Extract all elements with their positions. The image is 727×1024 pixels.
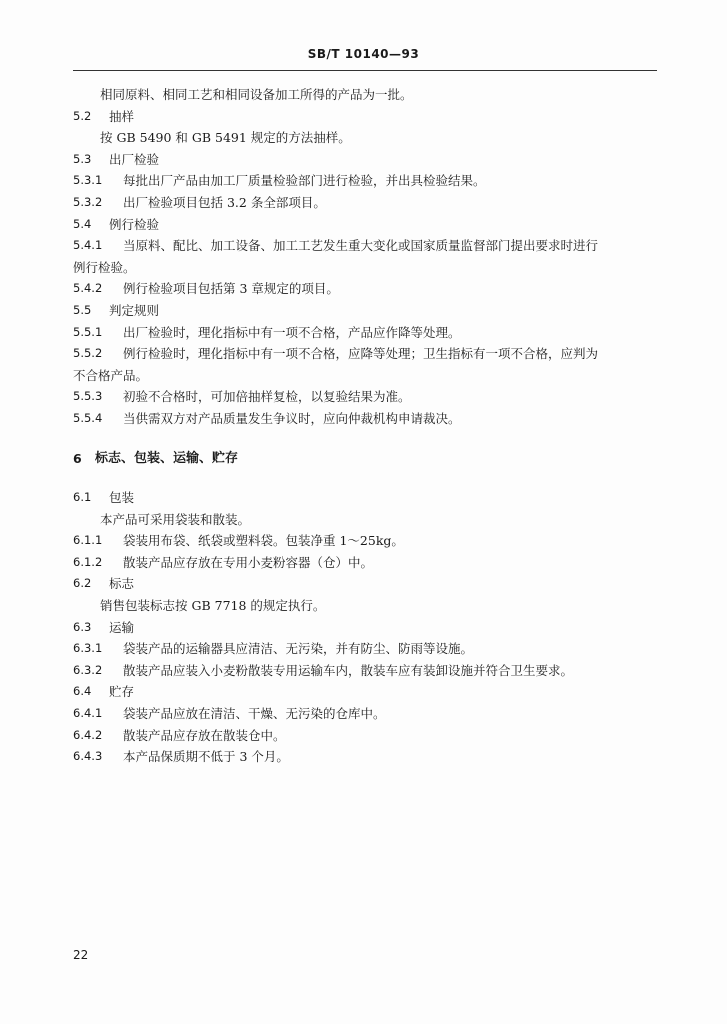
clause-text: 散装产品应装入小麦粉散装专用运输车内，散装车应有装卸设施并符合卫生要求。 — [123, 662, 574, 678]
clause-text-continued: 不合格产品。 — [73, 367, 149, 383]
clause-6-3-1 — [73, 638, 657, 660]
clause-text-continued: 例行检验。 — [73, 259, 136, 275]
clause-text: 当原料、配比、加工设备、加工工艺发生重大变化或国家质量监督部门提出要求时进行 — [123, 238, 599, 254]
clause-text: 袋装用布袋、纸袋或塑料袋。包装净重 1～25kg。 — [123, 533, 404, 549]
clause-number: 6.3 — [73, 619, 92, 634]
clause-title: 抽样 — [109, 108, 135, 124]
clause-title: 判定规则 — [109, 302, 160, 318]
clause-title: 出厂检验 — [109, 151, 160, 167]
clause-number: 6.4.1 — [73, 706, 103, 721]
clause-title: 贮存 — [109, 684, 135, 700]
clause-number: 5.5.1 — [73, 324, 103, 339]
clause-6-1-body — [73, 509, 657, 531]
clause-6-1-2 — [73, 552, 657, 574]
clause-text: 袋装产品应放在清洁、干燥、无污染的仓库中。 — [123, 706, 386, 722]
clause-number: 6.1 — [73, 490, 92, 505]
clause-6-2 — [73, 573, 657, 595]
clause-6-1-1 — [73, 530, 657, 552]
clause-number: 6.3.2 — [73, 662, 103, 677]
clause-6-4-1 — [73, 703, 657, 725]
clause-5-5-3 — [73, 386, 657, 408]
clause-6-3-2 — [73, 660, 657, 682]
clause-number: 6.4 — [73, 684, 92, 699]
clause-number: 6.2 — [73, 576, 92, 591]
clause-5-4 — [73, 214, 657, 236]
header-rule — [73, 70, 657, 71]
clause-number: 5.3 — [73, 151, 92, 166]
clause-text: 初验不合格时，可加倍抽样复检，以复验结果为准。 — [123, 389, 411, 405]
clause-5-5-2 — [73, 343, 657, 365]
clause-5-4-2 — [73, 278, 657, 300]
clause-text: 出厂检验时，理化指标中有一项不合格，产品应作降等处理。 — [123, 324, 461, 340]
clause-5-5-1 — [73, 322, 657, 344]
clause-5-4-1 — [73, 235, 657, 257]
clause-number: 6.1.2 — [73, 554, 103, 569]
clause-number: 6.1.1 — [73, 533, 103, 548]
clause-5-5 — [73, 300, 657, 322]
clause-text: 出厂检验项目包括 3.2 条全部项目。 — [123, 194, 326, 210]
clause-text: 当供需双方对产品质量发生争议时，应向仲裁机构申请裁决。 — [123, 410, 461, 426]
clause-number: 5.5.2 — [73, 346, 103, 361]
clause-title: 例行检验 — [109, 216, 160, 232]
chapter-number: 6 — [73, 450, 82, 466]
clause-6-4-2 — [73, 725, 657, 747]
clause-number: 5.4.1 — [73, 238, 103, 253]
clause-body-text: 销售包装标志按 GB 7718 的规定执行。 — [100, 598, 326, 614]
batch-definition-text: 相同原料、相同工艺和相同设备加工所得的产品为一批。 — [100, 87, 413, 102]
clause-text: 散装产品应存放在散装仓中。 — [123, 727, 286, 743]
clause-text: 本产品保质期不低于 3 个月。 — [123, 749, 289, 765]
clause-text: 散装产品应存放在专用小麦粉容器（仓）中。 — [123, 554, 374, 570]
clause-5-5-2-continued — [73, 365, 657, 387]
clause-title: 包装 — [109, 490, 135, 506]
clause-5-3-2 — [73, 192, 657, 214]
clause-title: 运输 — [109, 619, 135, 635]
chapter-title: 标志、包装、运输、贮存 — [95, 450, 239, 466]
clause-number: 5.3.2 — [73, 194, 103, 209]
clause-6-4 — [73, 681, 657, 703]
clause-title: 标志 — [109, 576, 135, 592]
page-content — [73, 84, 657, 768]
clause-text: 每批出厂产品由加工厂质量检验部门进行检验，并出具检验结果。 — [123, 173, 486, 189]
clause-number: 6.3.1 — [73, 641, 103, 656]
clause-body-text: 按 GB 5490 和 GB 5491 规定的方法抽样。 — [100, 130, 351, 146]
clause-number: 5.4 — [73, 216, 92, 231]
clause-number: 6.4.2 — [73, 727, 103, 742]
clause-text: 袋装产品的运输器具应清洁、无污染，并有防尘、防雨等设施。 — [123, 641, 474, 657]
clause-text: 例行检验时，理化指标中有一项不合格，应降等处理；卫生指标有一项不合格，应判为 — [123, 346, 599, 362]
clause-5-5-4 — [73, 408, 657, 430]
clause-number: 5.4.2 — [73, 281, 103, 296]
page-header: SB/T 10140—93 — [307, 47, 420, 61]
page-number: 22 — [73, 948, 89, 962]
clause-body-text: 本产品可采用袋装和散装。 — [100, 511, 251, 527]
clause-number: 6.4.3 — [73, 749, 103, 764]
clause-5-2-body — [73, 127, 657, 149]
clause-6-3 — [73, 617, 657, 639]
clause-text: 例行检验项目包括第 3 章规定的项目。 — [123, 281, 339, 297]
batch-definition-line — [73, 84, 657, 106]
clause-5-3-1 — [73, 170, 657, 192]
clause-6-1 — [73, 487, 657, 509]
clause-6-4-3 — [73, 746, 657, 768]
clause-number: 5.3.1 — [73, 173, 103, 188]
clause-6-2-body — [73, 595, 657, 617]
clause-5-2 — [73, 106, 657, 128]
clause-number: 5.5 — [73, 302, 92, 317]
clause-number: 5.2 — [73, 108, 92, 123]
clause-5-3 — [73, 149, 657, 171]
chapter-6-heading — [73, 448, 657, 470]
clause-5-4-1-continued — [73, 257, 657, 279]
clause-number: 5.5.4 — [73, 410, 103, 425]
clause-number: 5.5.3 — [73, 389, 103, 404]
